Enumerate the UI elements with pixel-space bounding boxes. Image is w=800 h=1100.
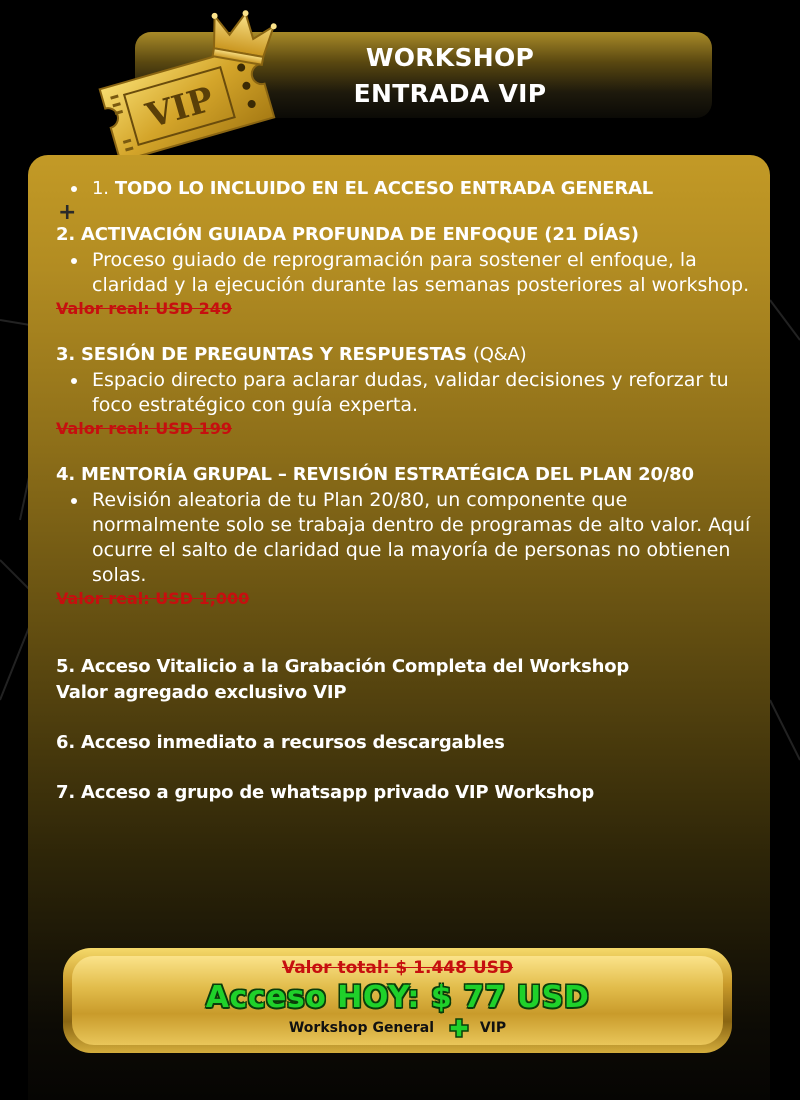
item-3-description: Espacio directo para aclarar dudas, validar decisiones y reforzar tu foco estratégico con guía experta.: [56, 368, 756, 418]
item-3-heading: [56, 342, 756, 368]
item-4-value: Valor real: USD 1,000: [56, 589, 250, 608]
item-2-heading: 2. ACTIVACIÓN GUIADA PROFUNDA DE ENFOQUE (21 DÍAS): [56, 224, 639, 245]
item-3-heading-suffix: (Q&A): [472, 344, 527, 365]
benefits-list: [56, 176, 756, 806]
item-2-value: Valor real: USD 249: [56, 299, 232, 318]
item-4-description: Revisión aleatoria de tu Plan 20/80, un componente que normalmente solo se trabaja dentro de programas de alto valor. Aquí ocurre el salto de claridad que la mayoría de personas no obtienen solas.: [56, 488, 756, 588]
page-title: [300, 40, 600, 112]
price-now: Acceso HOY: $ 77 USD: [205, 980, 590, 1015]
plus-sign: +: [58, 200, 77, 225]
item-2-description: Proceso guiado de reprogramación para sostener el enfoque, la claridad y la ejecución durante las semanas posteriores al workshop.: [56, 248, 756, 298]
price-total: Valor total: $ 1.448 USD: [281, 958, 514, 978]
price-sub-left: Workshop General: [288, 1020, 435, 1036]
ticket-vip-text: VIP: [141, 79, 219, 137]
vip-ticket-icon: [88, 4, 303, 164]
title-line-2: ENTRADA VIP: [353, 79, 547, 108]
item-1-text: TODO LO INCLUIDO EN EL ACCESO ENTRADA GENERAL: [114, 178, 654, 199]
item-3-value: Valor real: USD 199: [56, 419, 232, 438]
title-line-1: WORKSHOP: [365, 43, 535, 72]
item-5-line-1: 5. Acceso Vitalicio a la Grabación Completa del Workshop: [56, 656, 630, 677]
item-1-number: 1.: [92, 178, 109, 199]
item-3-heading-text: 3. SESIÓN DE PREGUNTAS Y RESPUESTAS: [56, 344, 467, 365]
item-4-heading: 4. MENTORÍA GRUPAL – REVISIÓN ESTRATÉGICA DEL PLAN 20/80: [56, 464, 694, 485]
price-subtitle: [72, 1017, 723, 1039]
plus-icon: [449, 1018, 469, 1038]
item-7: 7. Acceso a grupo de whatsapp privado VIP Workshop: [56, 782, 595, 803]
item-5-line-2: Valor agregado exclusivo VIP: [56, 682, 347, 703]
item-1: [56, 176, 756, 202]
price-sub-right: VIP: [479, 1020, 507, 1036]
item-6: 6. Acceso inmediato a recursos descargables: [56, 732, 505, 753]
